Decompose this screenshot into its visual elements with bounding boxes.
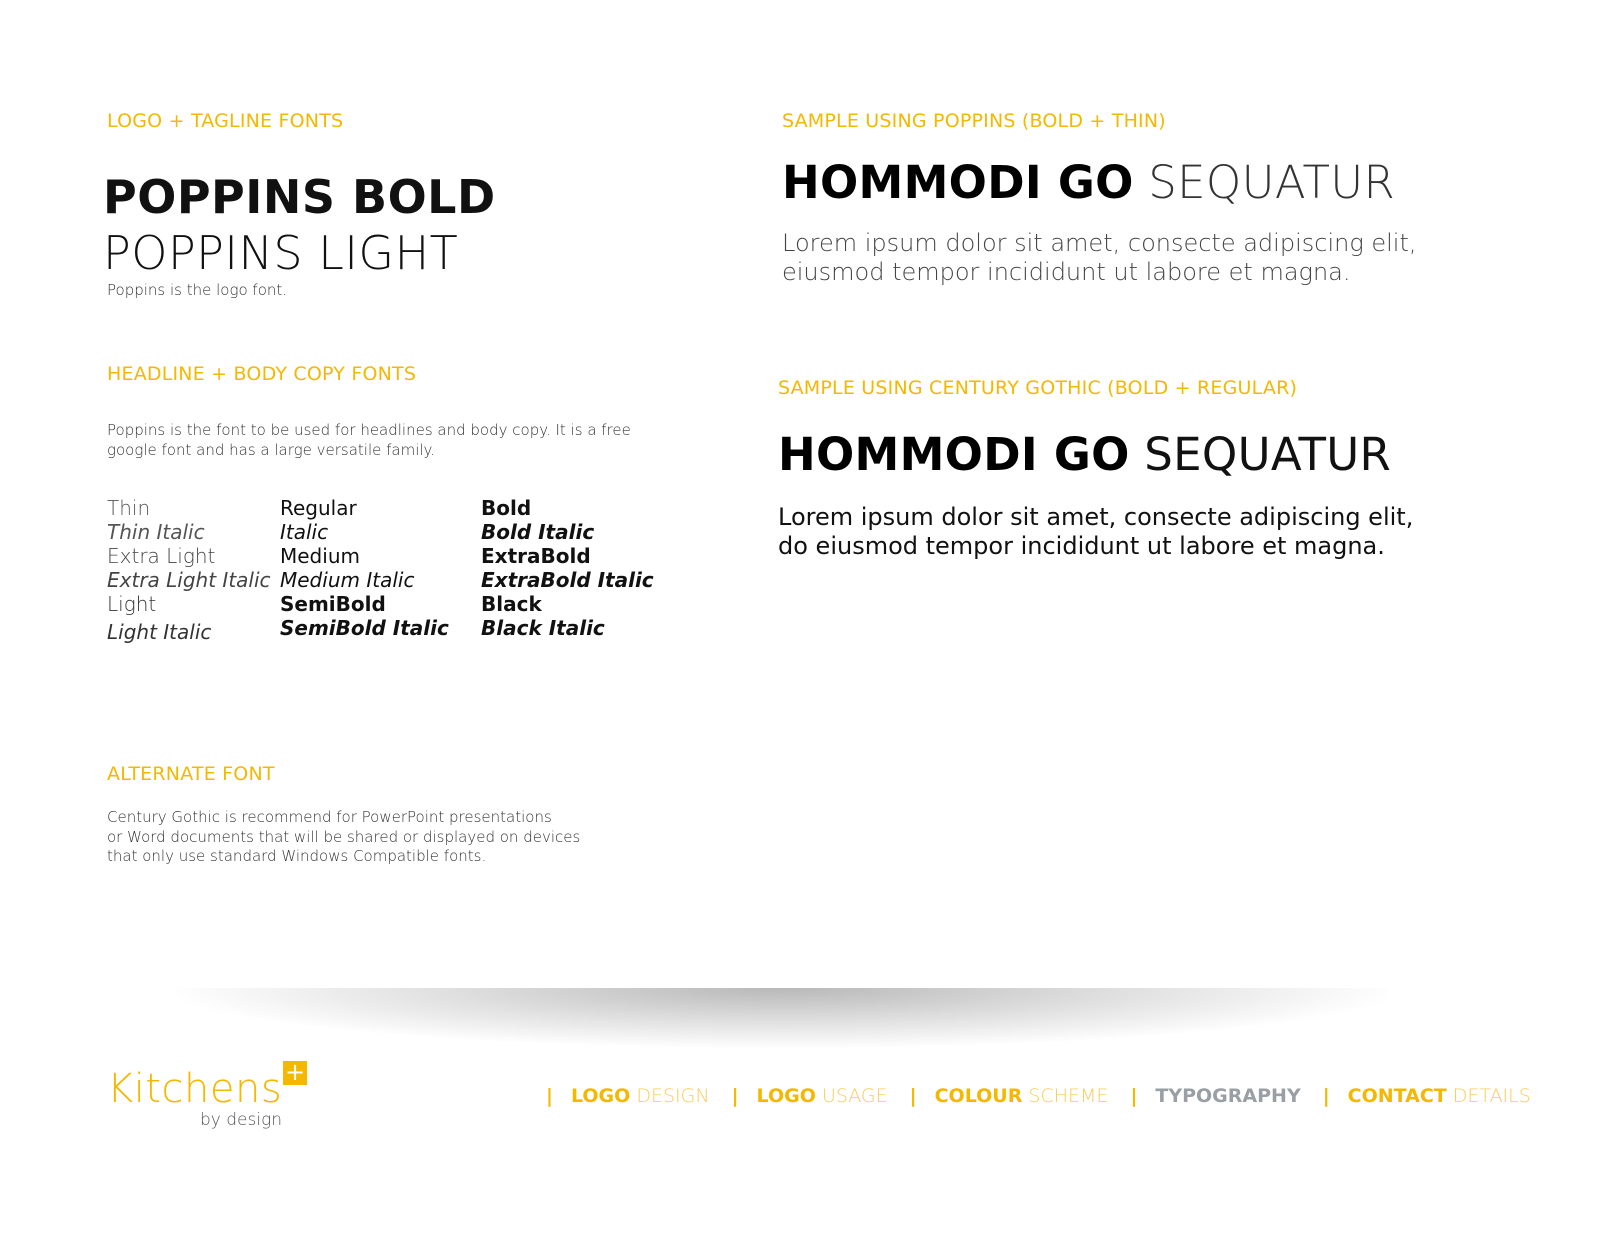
sample-century-title — [778, 428, 1391, 481]
nav-separator: | — [546, 1085, 553, 1107]
footer-nav — [546, 1085, 1531, 1107]
sample-title-thin: SEQUATUR — [1148, 156, 1396, 209]
weight-thin: Thin — [107, 496, 151, 520]
brand-name: Kitchens — [107, 1066, 283, 1112]
headline-fonts-heading: HEADLINE + BODY COPY FONTS — [107, 363, 417, 385]
description-line: Century Gothic is recommend for PowerPoint presentations — [107, 808, 552, 826]
sample-title-bold: HOMMODI GO — [778, 428, 1130, 481]
footer-shadow — [175, 988, 1390, 1048]
poppins-bold-sample: POPPINS BOLD — [103, 170, 496, 224]
weight-semibold-italic: SemiBold Italic — [280, 616, 449, 640]
weights-column-3 — [481, 496, 654, 640]
weight-light: Light — [107, 592, 157, 616]
plus-icon: + — [284, 1058, 306, 1086]
nav-typography[interactable]: TYPOGRAPHY — [1155, 1085, 1301, 1107]
weight-regular: Regular — [280, 496, 357, 520]
nav-separator: | — [1322, 1085, 1330, 1107]
weight-bold: Bold — [481, 496, 532, 520]
body-line: Lorem ipsum dolor sit amet, consecte adipiscing elit, — [778, 503, 1414, 531]
poppins-light-sample: POPPINS LIGHT — [103, 226, 459, 280]
weight-light-italic: Light Italic — [107, 620, 212, 644]
weight-medium-italic: Medium Italic — [280, 568, 415, 592]
sample-century-heading: SAMPLE USING CENTURY GOTHIC (BOLD + REGULAR) — [778, 377, 1298, 399]
logo-fonts-heading: LOGO + TAGLINE FONTS — [107, 110, 344, 132]
alternate-font-description — [107, 808, 580, 867]
brand-logo[interactable] — [107, 1066, 282, 1112]
body-line: Lorem ipsum dolor sit amet, consecte adipiscing elit, — [782, 229, 1417, 257]
sample-poppins-title — [782, 156, 1395, 209]
weights-column-2 — [280, 496, 449, 640]
nav-contact-details[interactable]: CONTACT DETAILS — [1347, 1085, 1531, 1107]
nav-separator: | — [909, 1085, 917, 1107]
body-line: eiusmod tempor incididunt ut labore et magna. — [782, 258, 1351, 286]
logo-font-note: Poppins is the logo font. — [107, 281, 288, 299]
description-line: or Word documents that will be shared or displayed on devices — [107, 827, 581, 846]
weights-column-1 — [107, 496, 271, 644]
sample-title-bold: HOMMODI GO — [782, 156, 1134, 209]
weight-bold-italic: Bold Italic — [481, 520, 595, 544]
weight-thin-italic: Thin Italic — [107, 520, 205, 544]
description-line: that only use standard Windows Compatible fonts. — [107, 847, 487, 865]
weight-extrabold: ExtraBold — [481, 544, 591, 568]
sample-poppins-heading: SAMPLE USING POPPINS (BOLD + THIN) — [782, 110, 1166, 132]
nav-logo-design[interactable]: LOGO DESIGN — [570, 1085, 710, 1107]
sample-title-regular: SEQUATUR — [1144, 428, 1392, 481]
description-line: Poppins is the font to be used for headlines and body copy. It is a free — [107, 421, 631, 439]
weight-medium: Medium — [280, 544, 360, 568]
weight-black: Black — [481, 592, 542, 616]
nav-colour-scheme[interactable]: COLOUR SCHEME — [934, 1085, 1109, 1107]
weight-italic: Italic — [280, 520, 329, 544]
sample-century-body — [778, 503, 1413, 561]
sample-poppins-body — [782, 229, 1417, 287]
headline-fonts-description — [107, 421, 631, 460]
nav-separator: | — [731, 1085, 739, 1107]
description-line: google font and has a large versatile family. — [107, 440, 436, 459]
weight-extra-light-italic: Extra Light Italic — [107, 568, 271, 592]
weight-extrabold-italic: ExtraBold Italic — [481, 568, 654, 592]
weight-black-italic: Black Italic — [481, 616, 605, 640]
nav-logo-usage[interactable]: LOGO USAGE — [756, 1085, 888, 1107]
body-line: do eiusmod tempor incididunt ut labore et magna. — [778, 532, 1385, 560]
weight-extra-light: Extra Light — [107, 544, 216, 568]
nav-separator: | — [1130, 1085, 1138, 1107]
weight-semibold: SemiBold — [280, 592, 386, 616]
alternate-font-heading: ALTERNATE FONT — [107, 763, 275, 785]
brand-tagline: by design — [200, 1110, 283, 1130]
